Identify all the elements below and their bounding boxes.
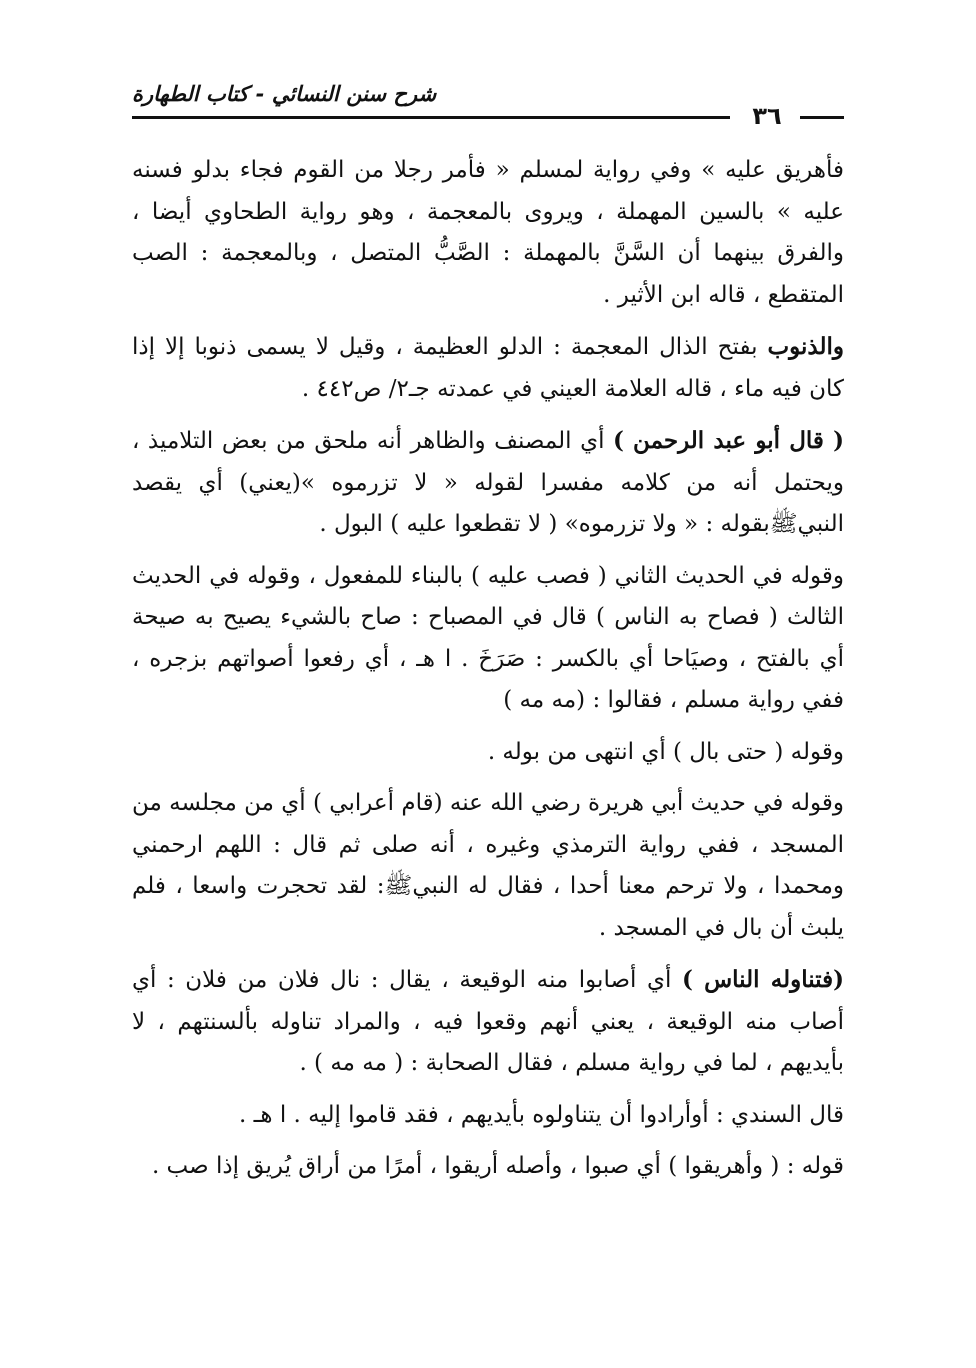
paragraph-text: وقوله في حديث أبي هريرة رضي الله عنه (قام أعرابي ) أي من مجلسه من المسجد ، ففي رواية الترمذي وغيره ، أنه صلى ثم قال : اللهم ارحمني ومحمدا ، ولا ترحم معنا أحدا ، فقال له النبيﷺ: لقد تحجرت واسعا ، فلم يلبث أن بال في المسجد . [132, 790, 844, 941]
body-text [132, 150, 844, 1198]
paragraph-text: بفتح الذال المعجمة : الدلو العظيمة ، وقيل لا يسمى ذنوبا إلا إذا كان فيه ماء ، قاله العلامة العيني في عمدته جـ٢/ ص٤٤٢ . [132, 334, 844, 402]
paragraph-heading: (فتناوله الناس ) [681, 966, 844, 993]
paragraph-heading: ( قال أبو عبد الرحمن ) [612, 427, 844, 454]
paragraph-2 [132, 326, 844, 410]
paragraph-text: أي المصنف والظاهر أنه ملحق من بعض التلاميذ ، ويحتمل أنه من كلامه مفسرا لقوله « لا تزرموه »(يعني) أي يقصد النبيﷺبقوله : « ولا تزرموه» ( لا تقطعوا عليه ) البول . [132, 428, 844, 537]
paragraph-8 [132, 1095, 844, 1137]
paragraph-3 [132, 420, 844, 546]
paragraph-text: وقوله ( حتى بال ) أي انتهى من بوله . [487, 738, 844, 765]
paragraph-4 [132, 556, 844, 722]
paragraph-7 [132, 959, 844, 1085]
paragraph-5 [132, 732, 844, 774]
paragraph-text: قوله : ( وأهريقوا ) أي صبوا ، وأصله أريقوا ، أمرًا من أراق يُريق إذا صب . [151, 1153, 844, 1179]
paragraph-9 [132, 1146, 844, 1188]
page-number: ٣٦ [752, 102, 782, 130]
paragraph-text: وقوله في الحديث الثاني ( فصب عليه ) بالبناء للمفعول ، وقوله في الحديث الثالث ( فصاح به الناس ) قال في المصباح : صاح بالشيء يصيح به صيحة أي بالفتح ، وصيَاحا أي بالكسر : صَرَخَ . ا هـ ، أي رفعوا أصواتهم بزجره ، ففي رواية مسلم ، فقالوا : (مه مه ) [132, 562, 844, 713]
header-rule [132, 116, 730, 119]
paragraph-6 [132, 783, 844, 949]
paragraph-text: أي أصابوا منه الوقيعة ، يقال : نال فلان من فلان : أي أصاب منه الوقيعة ، يعني أنهم وقعوا فيه ، والمراد تناوله بألسنتهم ، لا بأيديهم ، لما في رواية مسلم ، فقال الصحابة : ( مه مه ) . [132, 967, 844, 1076]
paragraph-1 [132, 150, 844, 316]
paragraph-heading: والذنوب [767, 333, 844, 360]
running-title: شرح سنن النسائي - كتاب الطهارة [132, 82, 437, 106]
header-dash [800, 116, 844, 119]
paragraph-text: قال السندي : أوأرادوا أن يتناولوه بأيديهم ، فقد قاموا إليه . ا هـ . [239, 1101, 844, 1128]
paragraph-text: فأهريق عليه » وفي رواية لمسلم « فأمر رجلا من القوم فجاء بدلو فسنه عليه » بالسين المهملة ، ويروى بالمعجمة ، وهو رواية الطحاوي أيضا ، والفرق بينهما أن السَّنَّ بالمهملة : الصَّبُّ المتصل ، وبالمعجمة : الصب المتقطع ، قاله ابن الأثير . [132, 157, 844, 308]
page-header [132, 82, 844, 130]
